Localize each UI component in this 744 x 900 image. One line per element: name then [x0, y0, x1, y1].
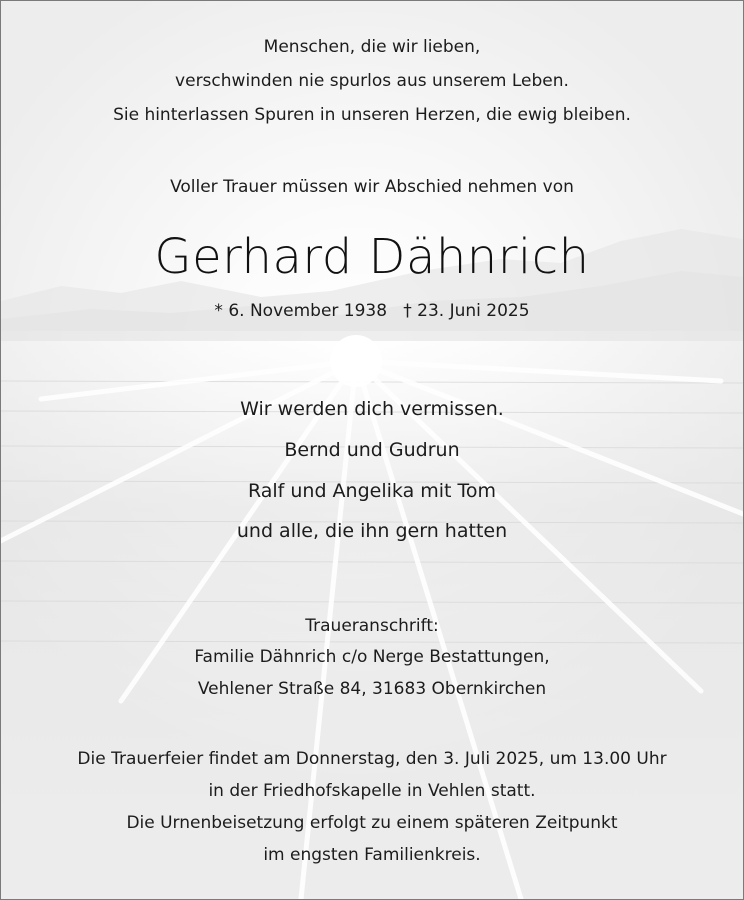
farewell-intro: Voller Trauer müssen wir Abschied nehmen von [170, 177, 574, 197]
mourner-line-3: Ralf und Angelika mit Tom [247, 480, 497, 502]
mourner-line-2: Bernd und Gudrun [284, 439, 460, 461]
address-heading: Traueranschrift: [305, 616, 439, 636]
ceremony-line-4: im engsten Familienkreis. [263, 845, 481, 865]
address-line-2: Vehlener Straße 84, 31683 Obernkirchen [197, 679, 547, 699]
ceremony-line-3: Die Urnenbeisetzung erfolgt zu einem späteren Zeitpunkt [126, 813, 618, 833]
poem-line-2: verschwinden nie spurlos aus unserem Leben. [175, 71, 569, 91]
address-line-1: Familie Dähnrich c/o Nerge Bestattungen, [194, 647, 550, 667]
notice-content [1, 1, 743, 899]
deceased-name: Gerhard Dähnrich [154, 229, 590, 285]
mourner-line-4: und alle, die ihn gern hatten [236, 520, 508, 542]
ceremony-line-1: Die Trauerfeier findet am Donnerstag, den 3. Juli 2025, um 13.00 Uhr [77, 749, 667, 769]
poem-line-1: Menschen, die wir lieben, [263, 37, 481, 57]
ceremony-line-2: in der Friedhofskapelle in Vehlen statt. [208, 781, 536, 801]
poem-line-3: Sie hinterlassen Spuren in unseren Herzen, die ewig bleiben. [113, 105, 631, 125]
mourner-line-1: Wir werden dich vermissen. [240, 398, 504, 420]
life-dates: * 6. November 1938 † 23. Juni 2025 [214, 301, 530, 321]
